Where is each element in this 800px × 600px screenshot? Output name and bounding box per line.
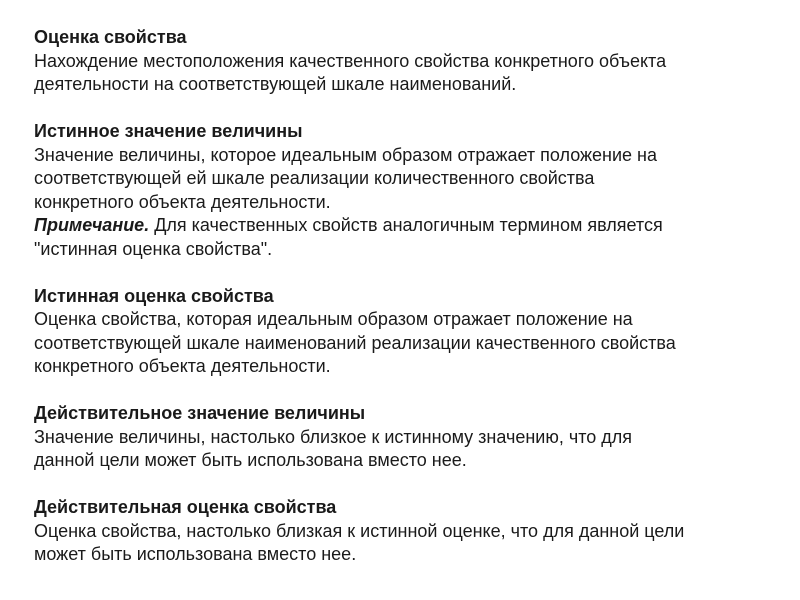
term-note (34, 214, 774, 261)
note-label: Примечание. (34, 215, 150, 235)
term-definition: Значение величины, которое идеальным образом отражает положение на соответствующей ей шкале реализации количественного свойства конкретного объекта деятельности. (34, 144, 658, 212)
entry-true-value (34, 120, 774, 261)
term-definition: Оценка свойства, которая идеальным образом отражает положение на соответствующей шкале наименований реализации качественного свойства конкретного объекта деятельности. (34, 309, 676, 376)
entry-actual-assessment (34, 496, 774, 567)
document-body (34, 26, 774, 590)
term-definition: Значение величины, настолько близкое к истинному значению, что для данной цели может быть использована вместо нее. (34, 426, 633, 470)
term-title: Истинная оценка свойства (34, 285, 274, 306)
term-title: Действительное значение величины (34, 403, 366, 423)
term-title: Оценка свойства (34, 27, 187, 47)
term-title: Действительная оценка свойства (34, 497, 337, 517)
entry-true-assessment (34, 285, 774, 379)
note-text: Для качественных свойств аналогичным термином является "истинная оценка свойства". (34, 215, 663, 259)
entry-property-assessment (34, 26, 774, 97)
term-definition: Нахождение местоположения качественного свойства конкретного объекта деятельности на соответствующей шкале наименований. (34, 50, 667, 94)
entry-actual-value (34, 402, 774, 473)
term-definition: Оценка свойства, настолько близкая к истинной оценке, что для данной цели может быть использована вместо нее. (34, 520, 685, 564)
term-title: Истинное значение величины (34, 121, 303, 141)
